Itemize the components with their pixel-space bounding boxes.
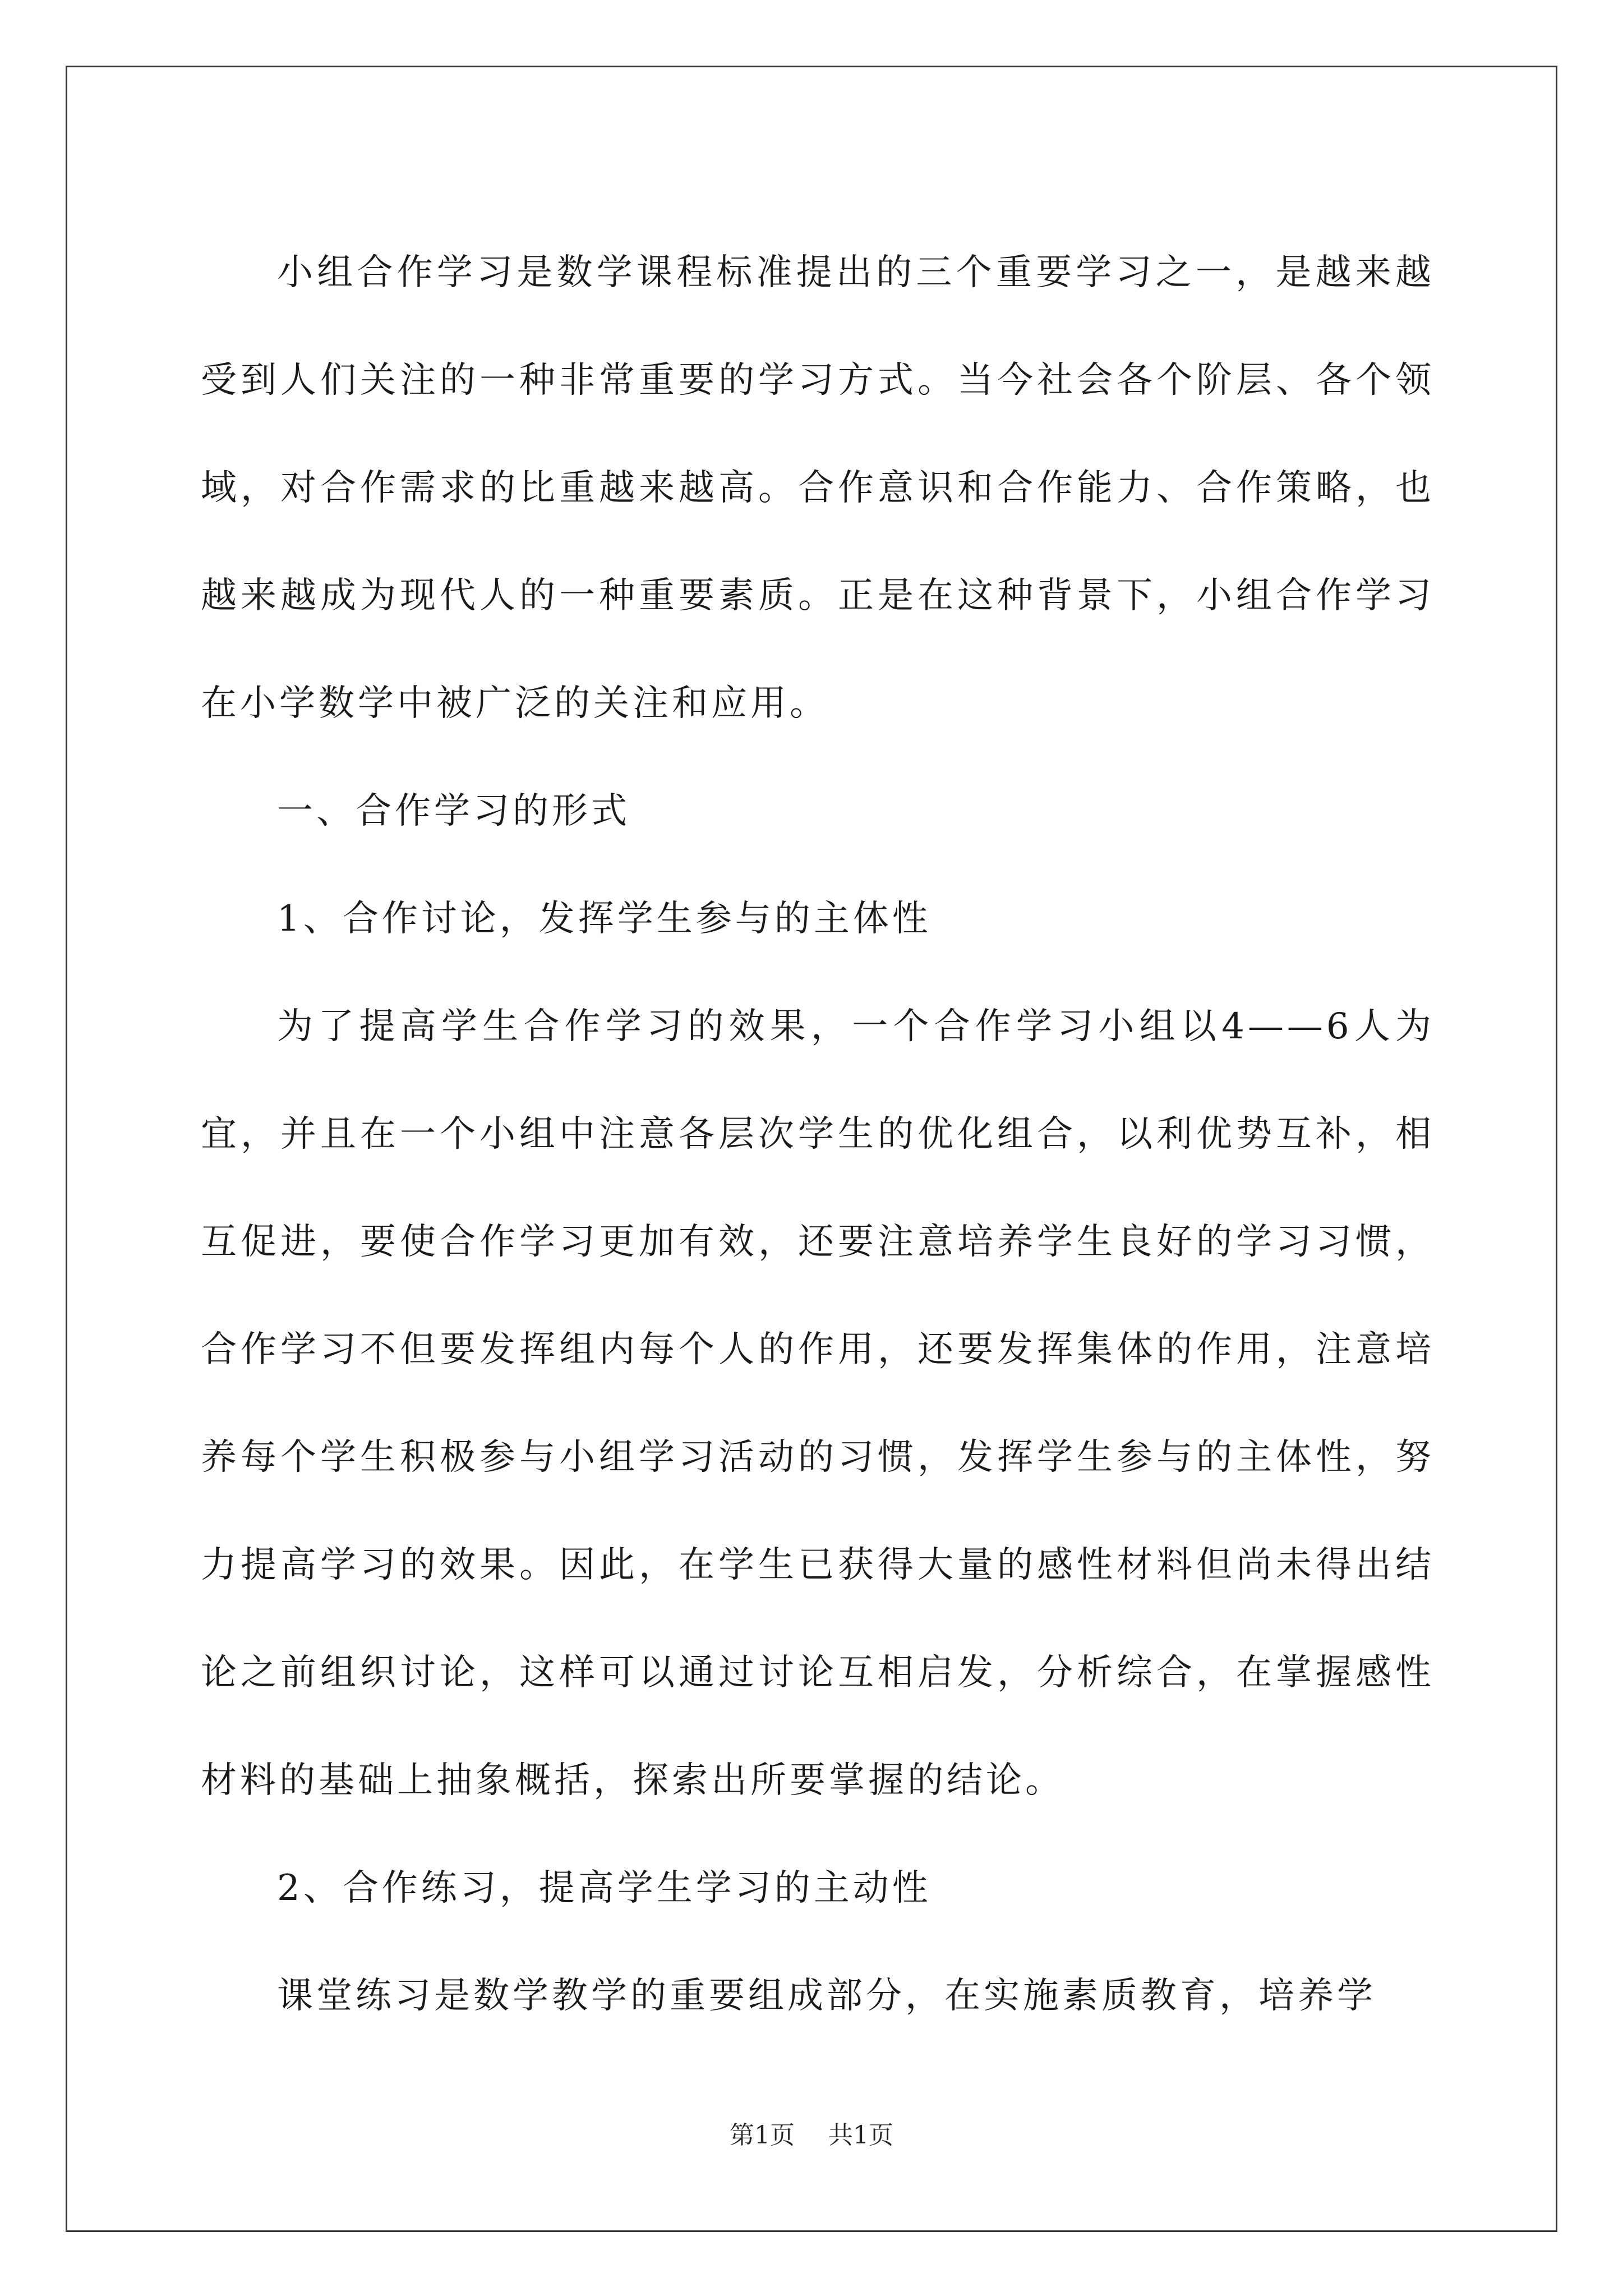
document-body [201,219,1435,2050]
page-total: 共1页 [828,2121,893,2150]
subsection-heading-practice: 2、合作练习，提高学生学习的主动性 [277,1867,932,1909]
practice-paragraph: 课堂练习是数学教学的重要组成部分，在实施素质教育，培养学 [277,1975,1376,2017]
subsection-heading-discussion: 1、合作讨论，发挥学生参与的主体性 [277,898,932,940]
intro-paragraph: 小组合作学习是数学课程标准提出的三个重要学习之一，是越来越受到人们关注的一种非常重要的学习方式。当今社会各个阶层、各个领域，对合作需求的比重越来越高。合作意识和合作能力、合作策略，也越来越成为现代人的一种重要素质。正是在这种背景下，小组合作学习在小学数学中被广泛的关注和应用。 [201,252,1435,724]
page-number: 第1页 [730,2121,795,2150]
section-heading: 一、合作学习的形式 [277,790,630,832]
page-footer [0,2115,1623,2151]
discussion-paragraph: 为了提高学生合作学习的效果，一个合作学习小组以4——6人为宜，并且在一个小组中注意各层次学生的优化组合，以利优势互补，相互促进，要使合作学习更加有效，还要注意培养学生良好的学习习惯，合作学习不但要发挥组内每个人的作用，还要发挥集体的作用，注意培养每个学生积极参与小组学习活动的习惯，发挥学生参与的主体性，努力提高学习的效果。因此，在学生已获得大量的感性材料但尚未得出结论之前组织讨论，这样可以通过讨论互相启发，分析综合，在掌握感性材料的基础上抽象概括，探索出所要掌握的结论。 [201,1006,1435,1801]
